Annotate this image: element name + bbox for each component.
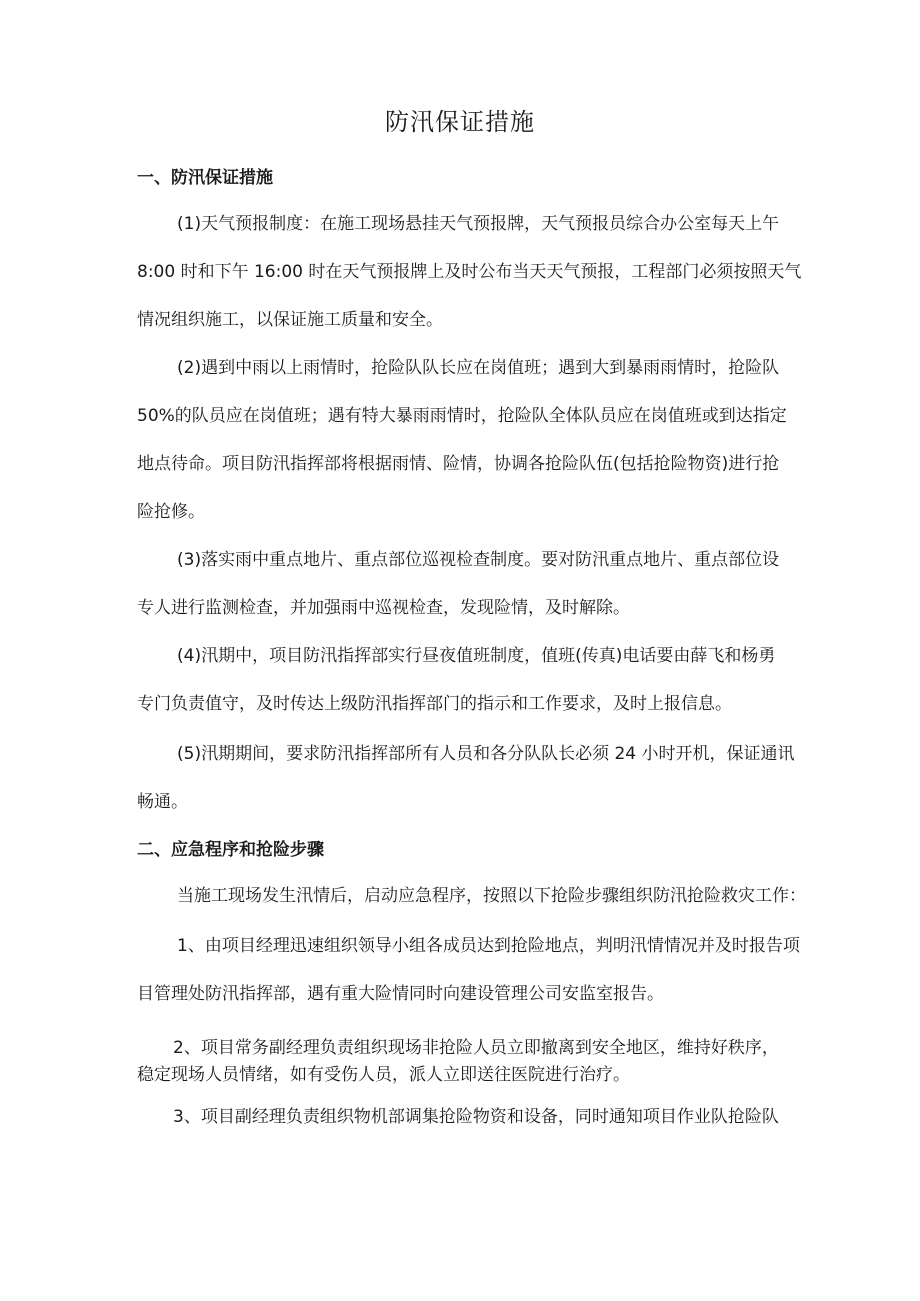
page-title: 防汛保证措施 [385, 108, 535, 136]
paragraph-line: 1、由项目经理迅速组织领导小组各成员达到抢险地点，判明汛情情况并及时报告项 [177, 936, 800, 956]
paragraph-line: (1)天气预报制度：在施工现场悬挂天气预报牌，天气预报员综合办公室每天上午 [177, 214, 780, 234]
paragraph-line: (2)遇到中雨以上雨情时，抢险队队长应在岗值班；遇到大到暴雨雨情时，抢险队 [177, 358, 780, 378]
section-heading-2: 二、应急程序和抢险步骤 [137, 840, 324, 860]
paragraph-line: 专门负责值守，及时传达上级防汛指挥部门的指示和工作要求，及时上报信息。 [137, 694, 732, 714]
paragraph-line: 专人进行监测检查，并加强雨中巡视检查，发现险情，及时解除。 [137, 598, 630, 618]
paragraph-line: 情况组织施工，以保证施工质量和安全。 [137, 310, 443, 330]
paragraph-line: 稳定现场人员情绪，如有受伤人员，派人立即送往医院进行治疗。 [137, 1065, 630, 1085]
paragraph-line: 50%的队员应在岗值班；遇有特大暴雨雨情时，抢险队全体队员应在岗值班或到达指定 [137, 406, 787, 426]
paragraph-line: 地点待命。项目防汛指挥部将根据雨情、险情，协调各抢险队伍(包括抢险物资)进行抢 [137, 454, 780, 474]
paragraph-line: 3、项目副经理负责组织物机部调集抢险物资和设备，同时通知项目作业队抢险队 [173, 1107, 779, 1127]
paragraph-line: 畅通。 [137, 792, 188, 812]
paragraph-line: 险抢修。 [137, 502, 205, 522]
paragraph-line: (4)汛期中，项目防汛指挥部实行昼夜值班制度，值班(传真)电话要由薛飞和杨勇 [177, 646, 776, 666]
paragraph-line: (5)汛期期间，要求防汛指挥部所有人员和各分队队长必须 24 小时开机，保证通讯 [177, 744, 795, 764]
paragraph-line: 目管理处防汛指挥部，遇有重大险情同时向建设管理公司安监室报告。 [137, 984, 664, 1004]
paragraph-line: 8:00 时和下午 16:00 时在天气预报牌上及时公布当天天气预报，工程部门必须按照天气 [137, 262, 802, 282]
paragraph-line: 当施工现场发生汛情后，启动应急程序，按照以下抢险步骤组织防汛抢险救灾工作： [177, 886, 806, 906]
section-heading-1: 一、防汛保证措施 [137, 168, 273, 188]
paragraph-line: 2、项目常务副经理负责组织现场非抢险人员立即撤离到安全地区，维持好秩序， [173, 1038, 779, 1058]
paragraph-line: (3)落实雨中重点地片、重点部位巡视检查制度。要对防汛重点地片、重点部位设 [177, 550, 780, 570]
